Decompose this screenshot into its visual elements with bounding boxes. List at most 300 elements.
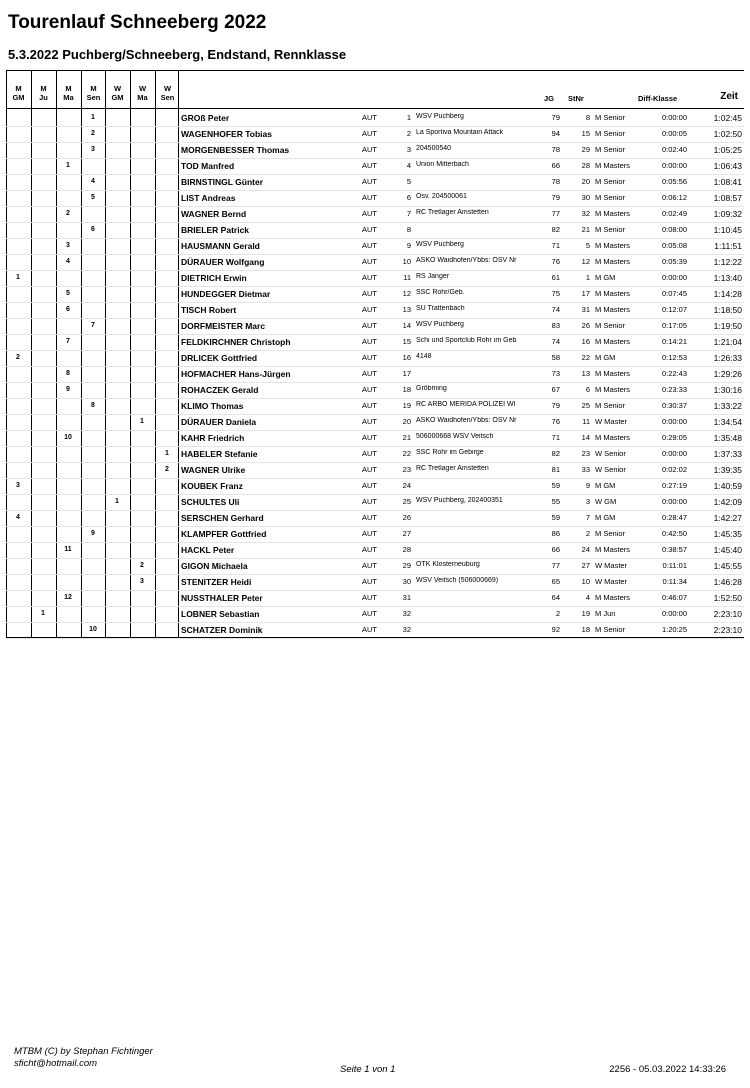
start-number: 20 xyxy=(581,177,590,186)
start-number: 18 xyxy=(581,625,590,634)
table-row xyxy=(6,398,744,415)
club-name: SU Trattenbach xyxy=(416,305,465,312)
nation: AUT xyxy=(362,177,377,186)
birth-year: 92 xyxy=(551,625,560,634)
class-difference: 1:20:25 xyxy=(661,625,687,634)
birth-year: 2 xyxy=(555,609,560,618)
nation: AUT xyxy=(362,481,377,490)
table-row xyxy=(6,382,744,399)
birth-year: 55 xyxy=(551,497,560,506)
category-rank: 4 xyxy=(16,514,20,521)
class-name: M Masters xyxy=(595,369,631,378)
header-diff: Diff-Klasse xyxy=(638,94,678,103)
table-row xyxy=(6,510,744,527)
table-row xyxy=(6,334,744,351)
finish-time: 1:46:28 xyxy=(713,577,742,587)
athlete-name: HABELER Stefanie xyxy=(181,449,258,459)
table-row xyxy=(6,574,744,591)
category-rank: 8 xyxy=(91,402,95,409)
table-row xyxy=(6,222,744,239)
finish-time: 1:30:16 xyxy=(713,385,742,395)
category-rank: 2 xyxy=(91,130,95,137)
birth-year: 94 xyxy=(551,129,560,138)
table-row xyxy=(6,302,744,319)
category-rank: 2 xyxy=(16,354,20,361)
nation: AUT xyxy=(362,401,377,410)
nation: AUT xyxy=(362,321,377,330)
start-number: 4 xyxy=(585,593,590,602)
category-rank: 2 xyxy=(140,562,144,569)
finish-time: 1:33:22 xyxy=(713,401,742,411)
club-name: Union Mitterbach xyxy=(416,161,469,168)
start-number: 19 xyxy=(581,609,590,618)
category-rank: 10 xyxy=(64,434,72,441)
athlete-name: TOD Manfred xyxy=(181,161,235,171)
start-number: 30 xyxy=(581,193,590,202)
overall-rank: 24 xyxy=(402,481,411,490)
class-name: W Master xyxy=(595,577,628,586)
nation: AUT xyxy=(362,385,377,394)
finish-time: 2:23:10 xyxy=(713,625,742,635)
athlete-name: LIST Andreas xyxy=(181,193,236,203)
athlete-name: SERSCHEN Gerhard xyxy=(181,513,264,523)
category-rank: 3 xyxy=(66,242,70,249)
club-name: RC Tretlager Amstetten xyxy=(416,209,489,216)
category-rank: 7 xyxy=(91,322,95,329)
nation: AUT xyxy=(362,257,377,266)
finish-time: 1:45:35 xyxy=(713,529,742,539)
overall-rank: 12 xyxy=(402,289,411,298)
class-difference: 0:07:45 xyxy=(661,289,687,298)
table-row xyxy=(6,446,744,463)
nation: AUT xyxy=(362,193,377,202)
overall-rank: 32 xyxy=(402,609,411,618)
athlete-name: WAGNER Ulrike xyxy=(181,465,246,475)
club-name: WSV Veitsch (506000669) xyxy=(416,577,499,584)
category-rank: 4 xyxy=(91,178,95,185)
finish-time: 1:09:32 xyxy=(713,209,742,219)
birth-year: 67 xyxy=(551,385,560,394)
class-name: M GM xyxy=(595,513,616,522)
class-difference: 0:00:00 xyxy=(661,113,687,122)
athlete-name: DIETRICH Erwin xyxy=(181,273,247,283)
class-difference: 0:17:05 xyxy=(661,321,687,330)
athlete-name: WAGENHOFER Tobias xyxy=(181,129,272,139)
start-number: 1 xyxy=(585,273,590,282)
class-name: M GM xyxy=(595,273,616,282)
category-rank: 6 xyxy=(91,226,95,233)
class-name: M Jun xyxy=(595,609,616,618)
finish-time: 1:08:41 xyxy=(713,177,742,187)
class-difference: 0:11:34 xyxy=(662,577,687,586)
nation: AUT xyxy=(362,545,377,554)
overall-rank: 25 xyxy=(402,497,411,506)
nation: AUT xyxy=(362,465,377,474)
class-name: W Master xyxy=(595,561,628,570)
class-name: M Senior xyxy=(595,177,626,186)
finish-time: 1:18:50 xyxy=(713,305,742,315)
class-name: M Masters xyxy=(595,433,631,442)
birth-year: 79 xyxy=(551,193,560,202)
category-rank: 1 xyxy=(91,114,95,121)
club-name: Ösv. 204500061 xyxy=(416,193,467,200)
class-name: M Senior xyxy=(595,145,626,154)
start-number: 2 xyxy=(585,529,590,538)
finish-time: 1:42:27 xyxy=(713,513,742,523)
start-number: 17 xyxy=(581,289,590,298)
nation: AUT xyxy=(362,609,377,618)
table-bottom-rule xyxy=(6,637,744,638)
birth-year: 66 xyxy=(551,161,560,170)
club-name: ASKÖ Waidhofen/Ybbs: ÖSV Nr xyxy=(416,257,517,264)
category-header xyxy=(81,84,106,102)
finish-time: 1:37:33 xyxy=(713,449,742,459)
class-difference: 0:02:49 xyxy=(661,209,687,218)
class-difference: 0:00:05 xyxy=(661,129,687,138)
club-name: 506000668 WSV Veitsch xyxy=(416,433,494,440)
athlete-name: HUNDEGGER Dietmar xyxy=(181,289,271,299)
finish-time: 1:52:50 xyxy=(713,593,742,603)
athlete-name: HAUSMANN Gerald xyxy=(181,241,260,251)
birth-year: 78 xyxy=(551,145,560,154)
start-number: 33 xyxy=(581,465,590,474)
nation: AUT xyxy=(362,625,377,634)
start-number: 21 xyxy=(581,225,590,234)
birth-year: 77 xyxy=(551,561,560,570)
class-name: M Masters xyxy=(595,305,631,314)
athlete-name: HOFMACHER Hans-Jürgen xyxy=(181,369,291,379)
nation: AUT xyxy=(362,497,377,506)
header-zeit: Zeit xyxy=(720,91,738,102)
start-number: 32 xyxy=(581,209,590,218)
category-rank: 5 xyxy=(91,194,95,201)
class-difference: 0:00:00 xyxy=(661,609,687,618)
table-row xyxy=(6,478,744,495)
overall-rank: 32 xyxy=(402,625,411,634)
club-name: RS Janger xyxy=(416,273,450,280)
start-number: 26 xyxy=(581,321,590,330)
nation: AUT xyxy=(362,273,377,282)
start-number: 14 xyxy=(581,433,590,442)
overall-rank: 17 xyxy=(402,369,411,378)
class-difference: 0:27:19 xyxy=(661,481,687,490)
finish-time: 1:12:22 xyxy=(713,257,742,267)
nation: AUT xyxy=(362,129,377,138)
athlete-name: DRLICEK Gottfried xyxy=(181,353,258,363)
nation: AUT xyxy=(362,289,377,298)
overall-rank: 23 xyxy=(402,465,411,474)
class-name: M Senior xyxy=(595,193,626,202)
table-row xyxy=(6,430,744,447)
category-header-gender: M xyxy=(15,84,22,93)
table-row xyxy=(6,286,744,303)
athlete-name: ROHACZEK Gerald xyxy=(181,385,259,395)
athlete-name: HACKL Peter xyxy=(181,545,235,555)
class-difference: 0:05:39 xyxy=(661,257,687,266)
class-difference: 0:05:08 xyxy=(661,241,687,250)
club-name: WSV Puchberg xyxy=(416,113,464,120)
table-row xyxy=(6,142,744,159)
birth-year: 77 xyxy=(551,209,560,218)
start-number: 7 xyxy=(585,513,590,522)
category-rank: 11 xyxy=(64,546,72,553)
overall-rank: 5 xyxy=(406,177,411,186)
class-difference: 0:38:57 xyxy=(661,545,687,554)
overall-rank: 2 xyxy=(406,129,411,138)
start-number: 10 xyxy=(581,577,590,586)
table-row xyxy=(6,606,744,623)
page-subtitle: 5.3.2022 Puchberg/Schneeberg, Endstand, Rennklasse xyxy=(8,47,347,62)
finish-time: 2:23:10 xyxy=(713,609,742,619)
start-number: 13 xyxy=(581,369,590,378)
overall-rank: 9 xyxy=(406,241,411,250)
class-name: M Senior xyxy=(595,321,626,330)
birth-year: 82 xyxy=(551,449,560,458)
birth-year: 81 xyxy=(551,465,560,474)
table-row xyxy=(6,350,744,367)
class-difference: 0:42:50 xyxy=(661,529,687,538)
category-header-class: Ma xyxy=(137,93,148,102)
footer-timestamp: 2256 - 05.03.2022 14:33:26 xyxy=(609,1064,726,1075)
category-header xyxy=(56,84,81,102)
overall-rank: 8 xyxy=(406,225,411,234)
athlete-name: KOUBEK Franz xyxy=(181,481,243,491)
category-rank: 10 xyxy=(89,626,97,633)
overall-rank: 16 xyxy=(402,353,411,362)
athlete-name: KLAMPFER Gottfried xyxy=(181,529,267,539)
overall-rank: 13 xyxy=(402,305,411,314)
category-header-class: Ma xyxy=(63,93,74,102)
birth-year: 83 xyxy=(551,321,560,330)
category-rank: 2 xyxy=(165,466,169,473)
category-rank: 1 xyxy=(16,274,20,281)
club-name: RC ARBÖ MERIDA POLIZEI WI xyxy=(416,401,516,408)
header-bottom-rule xyxy=(6,108,744,109)
club-name: Schi und Sportclub Rohr im Geb xyxy=(416,337,517,344)
start-number: 22 xyxy=(581,353,590,362)
nation: AUT xyxy=(362,417,377,426)
finish-time: 1:14:28 xyxy=(713,289,742,299)
overall-rank: 22 xyxy=(402,449,411,458)
athlete-name: MORGENBESSER Thomas xyxy=(181,145,290,155)
category-rank: 1 xyxy=(66,162,70,169)
club-name: WSV Puchberg, 202400351 xyxy=(416,497,503,504)
class-name: W Senior xyxy=(595,449,626,458)
finish-time: 1:34:54 xyxy=(713,417,742,427)
athlete-name: BIRNSTINGL Günter xyxy=(181,177,264,187)
table-row xyxy=(6,526,744,543)
overall-rank: 31 xyxy=(402,593,411,602)
birth-year: 78 xyxy=(551,177,560,186)
start-number: 8 xyxy=(585,113,590,122)
class-difference: 0:12:07 xyxy=(661,305,687,314)
club-name: 204500540 xyxy=(416,145,452,152)
category-rank: 1 xyxy=(165,450,169,457)
overall-rank: 15 xyxy=(402,337,411,346)
class-name: M Masters xyxy=(595,241,631,250)
category-rank: 4 xyxy=(66,258,70,265)
class-name: M Masters xyxy=(595,257,631,266)
table-row xyxy=(6,126,744,143)
table-row xyxy=(6,254,744,271)
class-name: M Senior xyxy=(595,129,626,138)
category-header-class: Sen xyxy=(160,93,175,102)
nation: AUT xyxy=(362,305,377,314)
start-number: 3 xyxy=(585,497,590,506)
category-rank: 7 xyxy=(66,338,70,345)
nation: AUT xyxy=(362,561,377,570)
category-rank: 1 xyxy=(140,418,144,425)
finish-time: 1:45:40 xyxy=(713,545,742,555)
category-rank: 3 xyxy=(91,146,95,153)
class-difference: 0:28:47 xyxy=(661,513,687,522)
birth-year: 74 xyxy=(551,337,560,346)
category-header-gender: M xyxy=(65,84,72,93)
class-name: M Senior xyxy=(595,529,626,538)
athlete-name: KAHR Friedrich xyxy=(181,433,245,443)
nation: AUT xyxy=(362,449,377,458)
category-header-class: GM xyxy=(12,93,25,102)
start-number: 5 xyxy=(585,241,590,250)
athlete-name: DORFMEISTER Marc xyxy=(181,321,266,331)
category-rank: 3 xyxy=(140,578,144,585)
class-name: M Masters xyxy=(595,545,631,554)
overall-rank: 28 xyxy=(402,545,411,554)
birth-year: 71 xyxy=(551,433,560,442)
athlete-name: GIGON Michaela xyxy=(181,561,248,571)
class-difference: 0:14:21 xyxy=(661,337,687,346)
class-difference: 0:22:43 xyxy=(661,369,687,378)
overall-rank: 6 xyxy=(406,193,411,202)
start-number: 31 xyxy=(581,305,590,314)
club-name: WSV Puchberg xyxy=(416,241,464,248)
table-row xyxy=(6,590,744,607)
footer-email: sficht@hotmail.com xyxy=(14,1058,98,1069)
finish-time: 1:19:50 xyxy=(713,321,742,331)
table-row xyxy=(6,206,744,223)
overall-rank: 7 xyxy=(406,209,411,218)
athlete-name: BRIELER Patrick xyxy=(181,225,250,235)
table-row xyxy=(6,542,744,559)
class-name: M Masters xyxy=(595,593,631,602)
class-name: M Masters xyxy=(595,289,631,298)
class-difference: 0:00:00 xyxy=(661,497,687,506)
finish-time: 1:05:25 xyxy=(713,145,742,155)
athlete-name: FELDKIRCHNER Christoph xyxy=(181,337,291,347)
start-number: 28 xyxy=(581,161,590,170)
class-name: M Senior xyxy=(595,401,626,410)
table-row xyxy=(6,110,744,127)
overall-rank: 20 xyxy=(402,417,411,426)
overall-rank: 19 xyxy=(402,401,411,410)
class-difference: 0:00:00 xyxy=(661,273,687,282)
table-row xyxy=(6,318,744,335)
finish-time: 1:10:45 xyxy=(713,225,742,235)
category-rank: 3 xyxy=(16,482,20,489)
class-name: M GM xyxy=(595,353,616,362)
class-name: M Masters xyxy=(595,385,631,394)
category-rank: 6 xyxy=(66,306,70,313)
start-number: 15 xyxy=(581,129,590,138)
category-header-class: Ju xyxy=(39,93,48,102)
category-header-gender: M xyxy=(40,84,47,93)
category-header xyxy=(105,84,130,102)
athlete-name: SCHULTES Uli xyxy=(181,497,240,507)
finish-time: 1:08:57 xyxy=(713,193,742,203)
class-difference: 0:02:02 xyxy=(661,465,687,474)
table-row xyxy=(6,270,744,287)
class-name: M Senior xyxy=(595,625,626,634)
overall-rank: 21 xyxy=(402,433,411,442)
start-number: 23 xyxy=(581,449,590,458)
birth-year: 76 xyxy=(551,257,560,266)
finish-time: 1:45:55 xyxy=(713,561,742,571)
category-header-gender: W xyxy=(163,84,172,93)
nation: AUT xyxy=(362,577,377,586)
overall-rank: 3 xyxy=(406,145,411,154)
table-row xyxy=(6,190,744,207)
overall-rank: 1 xyxy=(406,113,411,122)
class-name: M Masters xyxy=(595,161,631,170)
birth-year: 61 xyxy=(551,273,560,282)
table-row xyxy=(6,158,744,175)
club-name: RC Tretlager Amstetten xyxy=(416,465,489,472)
birth-year: 66 xyxy=(551,545,560,554)
nation: AUT xyxy=(362,241,377,250)
overall-rank: 26 xyxy=(402,513,411,522)
birth-year: 73 xyxy=(551,369,560,378)
class-difference: 0:06:12 xyxy=(661,193,687,202)
category-header-gender: M xyxy=(90,84,97,93)
table-row xyxy=(6,238,744,255)
birth-year: 75 xyxy=(551,289,560,298)
overall-rank: 11 xyxy=(403,273,411,282)
category-header xyxy=(6,84,31,102)
category-rank: 2 xyxy=(66,210,70,217)
header-top-rule xyxy=(6,70,744,71)
club-name: SSC Rohr/Geb. xyxy=(416,289,465,296)
club-name: La Sportiva Mountain Attack xyxy=(416,129,504,136)
category-header xyxy=(130,84,155,102)
category-rank: 5 xyxy=(66,290,70,297)
finish-time: 1:40:59 xyxy=(713,481,742,491)
birth-year: 76 xyxy=(551,417,560,426)
finish-time: 1:02:45 xyxy=(713,113,742,123)
class-name: W Senior xyxy=(595,465,626,474)
class-name: M Masters xyxy=(595,209,631,218)
nation: AUT xyxy=(362,353,377,362)
class-name: W Master xyxy=(595,417,628,426)
start-number: 25 xyxy=(581,401,590,410)
overall-rank: 30 xyxy=(402,577,411,586)
overall-rank: 10 xyxy=(402,257,411,266)
athlete-name: NUSSTHALER Peter xyxy=(181,593,263,603)
start-number: 24 xyxy=(581,545,590,554)
category-header-class: Sen xyxy=(86,93,101,102)
class-difference: 0:02:40 xyxy=(661,145,687,154)
category-header-class: GM xyxy=(111,93,124,102)
class-difference: 0:23:33 xyxy=(661,385,687,394)
table-row xyxy=(6,494,744,511)
category-rank: 1 xyxy=(41,610,45,617)
birth-year: 74 xyxy=(551,305,560,314)
club-name: ASKÖ Waidhofen/Ybbs: ÖSV Nr xyxy=(416,417,517,424)
birth-year: 59 xyxy=(551,513,560,522)
category-rank: 8 xyxy=(66,370,70,377)
overall-rank: 4 xyxy=(406,161,411,170)
overall-rank: 29 xyxy=(402,561,411,570)
birth-year: 79 xyxy=(551,401,560,410)
